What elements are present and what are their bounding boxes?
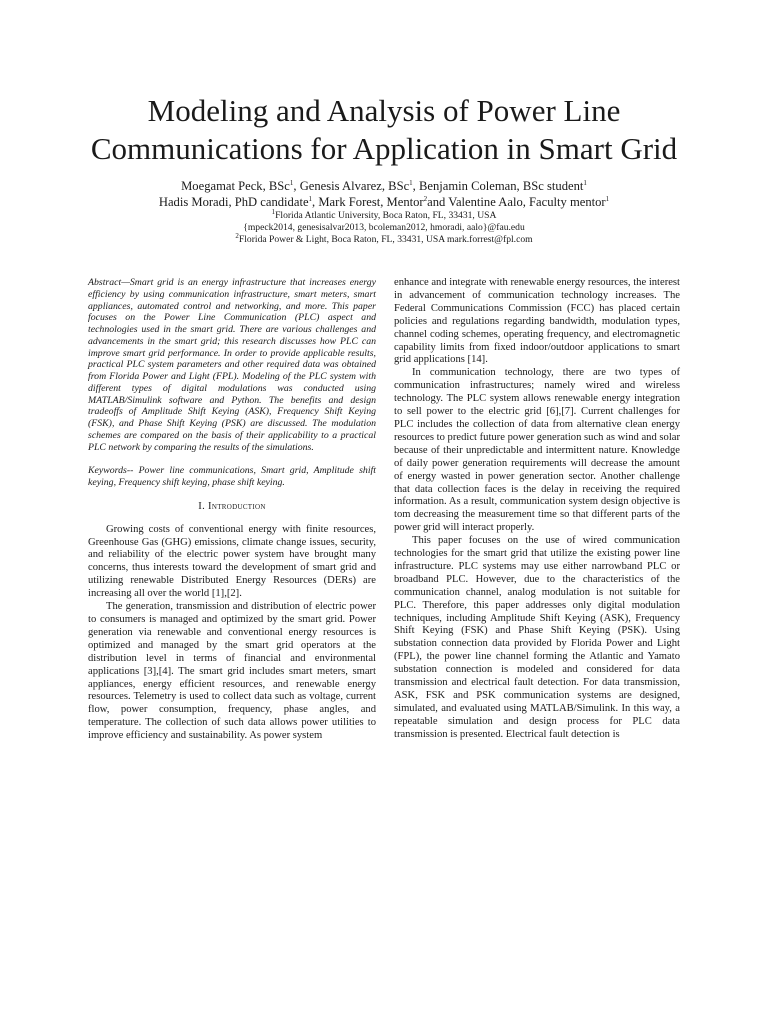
affiliation-2: $^2$Florida Power & Light, Boca Raton, FL, 33431, USA mark.forrest@fpl.com (235, 231, 533, 245)
paragraph: enhance and integrate with renewable energy resources, the interest in advancement of communication technology increases. The Federal Communications Commission (FCC) has placed certain policies and regulations regarding bandwidth, modulation types, channel coding schemes, operating frequency, and electromagnetic capability limits from fixed indoor/outdoor applications to smart grid applications [14]. (394, 277, 681, 366)
title-line-1: Modeling and Analysis of Power Line (147, 93, 621, 128)
author-line-2: Hadis Moradi, PhD candidate$^1$, Mark Forest, Mentor$^2$and Valentine Aalo, Faculty mentor$^1$ (158, 194, 610, 209)
paragraph: The generation, transmission and distribution of electric power to consumers is managed and optimized by the smart grid. Power generation via renewable and conventional energy resources is optimized and managed by the smart grid operators at the distribution level in terms of financial and environmental applications [3],[4]. The smart grid includes smart meters, smart appliances, energy efficient resources, and renewable energy resources. Telemetry is used to collect data such as voltage, current flow, power consumption, frequency, phase angles, and temperature. The collection of such data allows power utilities to improve efficiency and sustainability. As power system (88, 601, 376, 742)
author-line-1: Moegamat Peck, BSc$^1$, Genesis Alvarez, BSc$^1$, Benjamin Coleman, BSc student$^1$ (181, 178, 587, 193)
section-heading-introduction: I. Introduction (198, 500, 266, 512)
affiliation-1: $^1$Florida Atlantic University, Boca Raton, FL, 33431, USA (271, 207, 497, 221)
author-emails: {mpeck2014, genesisalvar2013, bcoleman2012, hmoradi, aalo}@fau.edu (243, 222, 525, 233)
paragraph: Growing costs of conventional energy with finite resources, Greenhouse Gas (GHG) emissions, climate change issues, security, and reliability of the electric power system have brought many concerns, thus interests toward the development of smart grid and utilizing renewable Distributed Energy Resources (DERs) are increasing all over the world [1],[2]. (88, 523, 376, 600)
author-block (60, 178, 708, 246)
paragraph: In communication technology, there are two types of communication infrastructures; namely wired and wireless technology. The PLC system allows renewable energy integration to sell power to the electric grid [6],[7]. Current challenges for PLC includes the collection of data from alternative clean energy resources to predict future power generation such as wind and solar because of their unpredictable and intermittent nature. Knowledge of daily power generation requirements will decrease the amount of energy wasted in power generation sector. Another challenge that data collection faces is the delay in receiving the required information. As a result, communication system design objective is tom decreasing the measurement time so that different parts of the power grid will interact properly. (394, 367, 680, 534)
right-column (394, 277, 680, 742)
paper-title (60, 92, 708, 168)
paragraph: This paper focuses on the use of wired communication technologies for the smart grid that utilize the existing power line infrastructure. PLC systems may use either narrowband PLC or broadband PLC. However, due to the characteristics of the communication channel, analog modulation is not suitable for PLC. Therefore, this paper addresses only digital modulation techniques, including Amplitude Shift Keying (ASK), Frequency Shift Keying (FSK) and Phase Shift Keying (PSK). Using substation connection data provided by Florida Power and Light (FPL), the power line channel forming the Atlantic and Yamato substation connection is modeled and considered for data transmission and electrical fault detection. For data transmission, ASK, FSK and PSK communication systems are designed, simulated, and evaluated using MATLAB/Simulink. In this way, a repeatable simulation and design process for PLC data transmission is presented. Electrical fault detection is (394, 535, 680, 740)
keywords: Keywords-- Power line communications, Smart grid, Amplitude shift keying, Frequency shift keying, phase shift keying. (88, 465, 376, 488)
title-line-2: Communications for Application in Smart Grid (90, 131, 678, 166)
left-column (88, 277, 376, 743)
abstract: Abstract—Smart grid is an energy infrastructure that increases energy efficiency by using communication infrastructure, smart meters, smart appliances, automated control and networking, and more. This paper focuses on the Power Line Communication (PLC) aspect and technologies used in the smart grid. There are various challenges and advancements in the smart grid; this research discusses how PLC can improve smart grid performance. In order to provide applicable results, practical PLC system parameters and other required data was obtained from Florida Power and Light (FPL). Modeling of the PLC system with different types of digital modulations was conducted using MATLAB/Simulink software and Python. The benefits and design tradeoffs of Amplitude Shift Keying (ASK), Frequency Shift Keying (FSK), and Phase Shift Keying (PSK) are discussed. The modulation schemes are compared on the basis of their applicability to a practical PLC network by comparing the results of the simulations. (88, 277, 376, 453)
